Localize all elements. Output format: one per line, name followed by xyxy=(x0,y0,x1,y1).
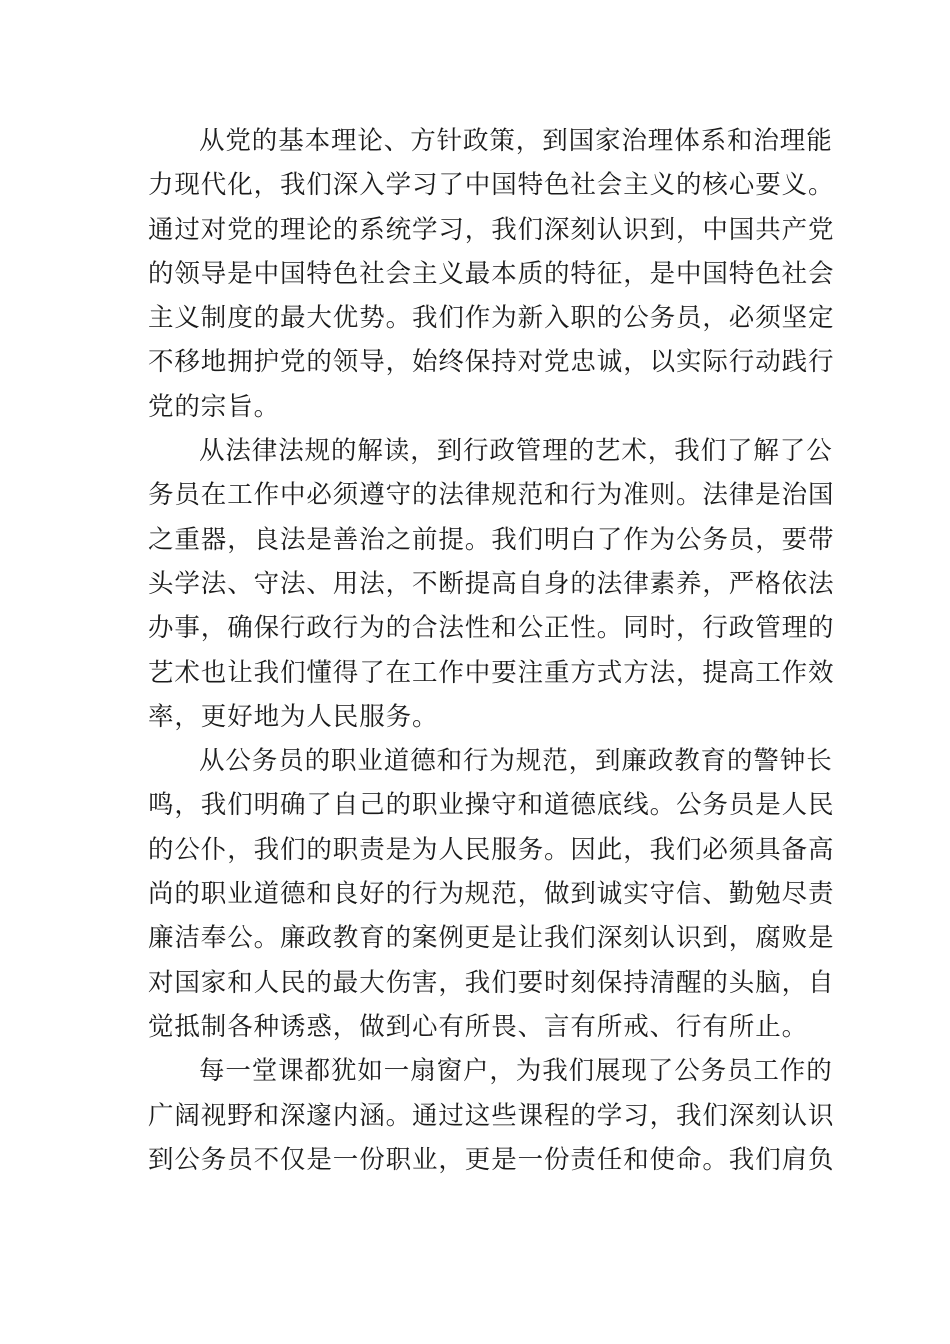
document-body xyxy=(148,119,835,1182)
text-line: 廉洁奉公。廉政教育的案例更是让我们深刻认识到，腐败是 xyxy=(148,923,835,954)
text-line: 的公仆，我们的职责是为人民服务。因此，我们必须具备高 xyxy=(148,834,835,865)
text-line: 的领导是中国特色社会主义最本质的特征，是中国特色社会 xyxy=(148,258,835,289)
text-line: 主义制度的最大优势。我们作为新入职的公务员，必须坚定 xyxy=(148,303,835,334)
paragraph-3 xyxy=(148,739,835,1049)
text-line: 头学法、守法、用法，不断提高自身的法律素养，严格依法 xyxy=(148,568,835,599)
text-line: 从公务员的职业道德和行为规范，到廉政教育的警钟长 xyxy=(199,746,833,777)
text-line: 之重器，良法是善治之前提。我们明白了作为公务员，要带 xyxy=(148,524,835,555)
text-line: 广阔视野和深邃内涵。通过这些课程的学习，我们深刻认识 xyxy=(148,1100,835,1131)
text-line: 通过对党的理论的系统学习，我们深刻认识到，中国共产党 xyxy=(148,214,835,245)
text-line: 务员在工作中必须遵守的法律规范和行为准则。法律是治国 xyxy=(148,480,835,511)
paragraph-4 xyxy=(148,1049,835,1182)
text-line: 党的宗旨。 xyxy=(148,391,281,422)
text-line: 不移地拥护党的领导，始终保持对党忠诚，以实际行动践行 xyxy=(148,347,835,378)
text-line: 办事，确保行政行为的合法性和公正性。同时，行政管理的 xyxy=(148,613,835,644)
text-line: 尚的职业道德和良好的行为规范，做到诚实守信、勤勉尽责 xyxy=(148,879,835,910)
text-line: 对国家和人民的最大伤害，我们要时刻保持清醒的头脑，自 xyxy=(148,967,835,998)
text-line: 率，更好地为人民服务。 xyxy=(148,701,439,732)
paragraph-2 xyxy=(148,429,835,739)
text-line: 鸣，我们明确了自己的职业操守和道德底线。公务员是人民 xyxy=(148,790,835,821)
paragraph-1 xyxy=(148,119,835,429)
text-line: 觉抵制各种诱惑，做到心有所畏、言有所戒、行有所止。 xyxy=(148,1011,809,1042)
text-line: 力现代化，我们深入学习了中国特色社会主义的核心要义。 xyxy=(148,170,835,201)
text-line: 到公务员不仅是一份职业，更是一份责任和使命。我们肩负 xyxy=(148,1144,835,1175)
text-line: 每一堂课都犹如一扇窗户，为我们展现了公务员工作的 xyxy=(199,1056,833,1087)
text-line: 艺术也让我们懂得了在工作中要注重方式方法，提高工作效 xyxy=(148,657,835,688)
text-line: 从法律法规的解读，到行政管理的艺术，我们了解了公 xyxy=(199,436,833,467)
text-line: 从党的基本理论、方针政策，到国家治理体系和治理能 xyxy=(199,126,833,156)
